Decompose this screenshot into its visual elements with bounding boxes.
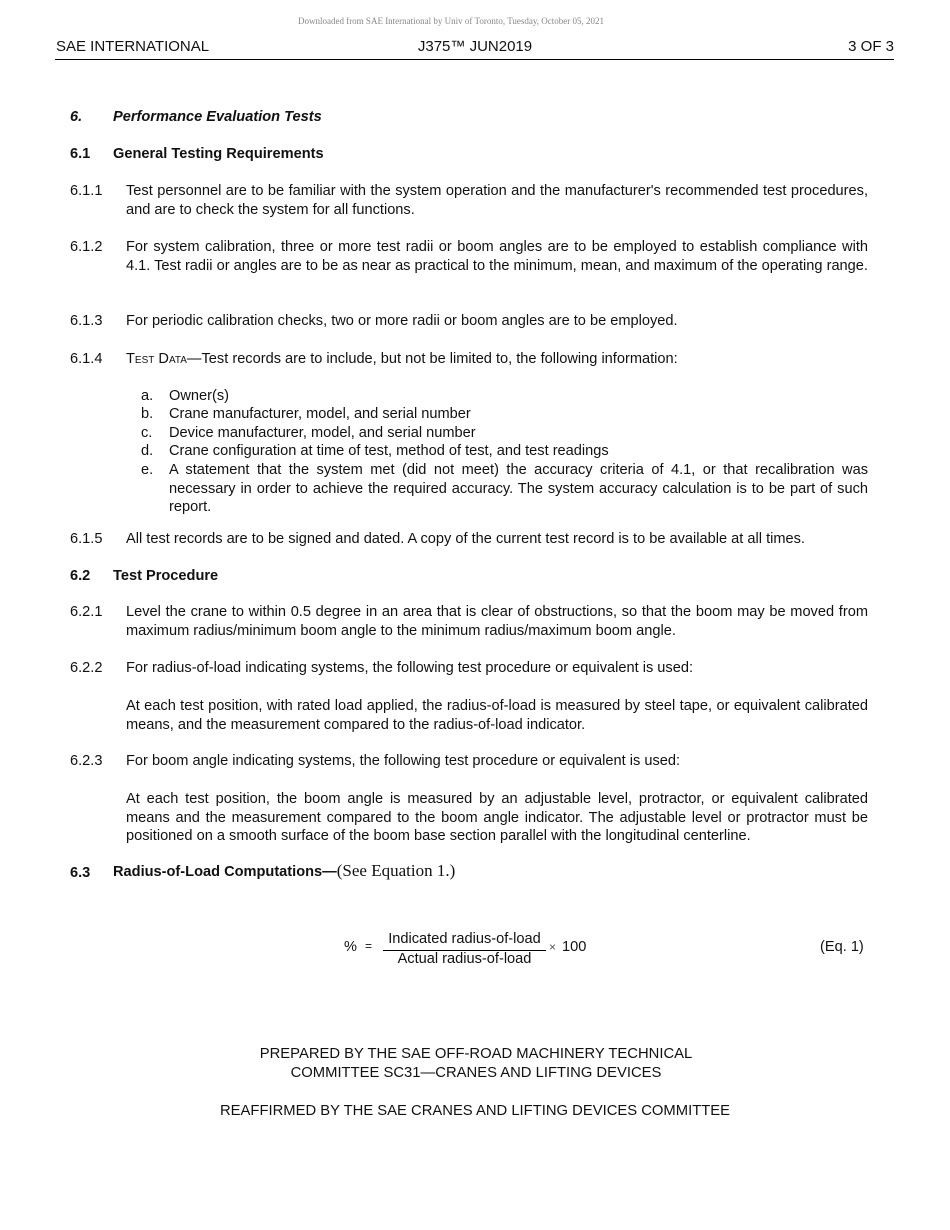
equation-numerator: Indicated radius-of-load [388, 931, 541, 947]
list-item: Owner(s) [169, 388, 229, 404]
clause-6-1-3-text: For periodic calibration checks, two or more radii or boom angles are to be employed. [126, 313, 678, 329]
footer-reaffirmed: REAFFIRMED BY THE SAE CRANES AND LIFTING DEVICES COMMITTEE [219, 1103, 731, 1119]
equation-reference: (See Equation 1.) [336, 861, 456, 880]
section-6-1-title: General Testing Requirements [113, 146, 324, 162]
clause-6-2-1-text: Level the crane to within 0.5 degree in an area that is clear of obstructions, so that the boom may be moved from maximum radius/minimum boom angle to the minimum radius/maximum boom angle. [126, 604, 868, 639]
equation-equals: = [365, 939, 373, 953]
list-item-letter: c. [141, 425, 153, 441]
test-data-label: Test Data [126, 351, 187, 367]
section-6-number: 6. [70, 109, 83, 125]
clause-6-1-1-text: Test personnel are to be familiar with the system operation and the manufacturer's recommended test procedures, and are to check the system for all functions. [126, 183, 868, 218]
clause-6-1-2-text: For system calibration, three or more test radii or boom angles are to be employed to establish compliance with 4.1. Test radii or angles are to be as near as practical to the minimum, mean, and maximum of the operating range. [126, 239, 868, 274]
test-data-text: —Test records are to include, but not be limited to, the following information: [186, 351, 678, 367]
list-item-letter: e. [141, 462, 154, 478]
list-item: Crane configuration at time of test, method of test, and test readings [169, 443, 609, 459]
clause-6-2-3-text: For boom angle indicating systems, the following test procedure or equivalent is used: [126, 753, 681, 769]
section-6-2-title: Test Procedure [113, 568, 219, 584]
clause-6-2-2-number: 6.2.2 [70, 660, 103, 676]
list-item: Device manufacturer, model, and serial number [169, 425, 476, 441]
clause-6-1-5-number: 6.1.5 [70, 531, 103, 547]
header-doc-id: J375™ JUN2019 [417, 38, 533, 55]
multiply-sign: × [549, 940, 557, 954]
clause-6-1-1-number: 6.1.1 [70, 183, 103, 199]
list-item: Crane manufacturer, model, and serial number [169, 406, 471, 422]
clause-6-1-5-text: All test records are to be signed and dated. A copy of the current test record is to be available at all times. [126, 531, 805, 547]
list-item: A statement that the system met (did not meet) the accuracy criteria of 4.1, or that recalibration was necessary in order to achieve the required accuracy. The system accuracy calculation is to be part of such report. [169, 462, 868, 515]
clause-6-2-1-number: 6.2.1 [70, 604, 103, 620]
section-6-1-number: 6.1 [70, 146, 91, 162]
section-6-3-title [113, 862, 455, 882]
list-item-letter: b. [141, 406, 154, 422]
header-rule [55, 59, 894, 60]
section-6-title: Performance Evaluation Tests [113, 109, 322, 125]
clause-6-2-2-text: For radius-of-load indicating systems, the following test procedure or equivalent is used: [126, 660, 694, 676]
download-watermark: Downloaded from SAE International by Univ of Toronto, Tuesday, October 05, 2021 [297, 16, 605, 26]
list-item-letter: d. [141, 443, 154, 459]
equation-label: (Eq. 1) [820, 939, 864, 955]
section-6-2-number: 6.2 [70, 568, 91, 584]
clause-6-2-3-number: 6.2.3 [70, 753, 103, 769]
equation-factor: 100 [562, 939, 587, 955]
clause-6-1-4-number: 6.1.4 [70, 351, 103, 367]
equation-denominator: Actual radius-of-load [397, 951, 532, 967]
clause-6-1-3-number: 6.1.3 [70, 313, 103, 329]
equation-lhs: % [344, 939, 357, 955]
clause-6-2-3-paragraph: At each test position, the boom angle is measured by an adjustable level, protractor, or equivalent calibrated means and the measurement compared to the boom angle indicator. The adjustable level or protractor must be positioned on a smooth surface of the boom base section parallel with the longitudinal centerline. [126, 791, 868, 844]
list-item-letter: a. [141, 388, 154, 404]
section-6-3-number: 6.3 [70, 865, 91, 881]
header-org: SAE INTERNATIONAL [56, 38, 210, 55]
footer-prepared-line-1: PREPARED BY THE SAE OFF-ROAD MACHINERY TECHNICAL [259, 1046, 693, 1062]
clause-6-1-2-number: 6.1.2 [70, 239, 103, 255]
footer-prepared-line-2: COMMITTEE SC31—CRANES AND LIFTING DEVICES [290, 1065, 662, 1081]
clause-6-2-2-paragraph: At each test position, with rated load applied, the radius-of-load is measured by steel tape, or equivalent calibrated means, and the measurement compared to the radius-of-load indicator. [126, 698, 868, 733]
clause-6-1-4-text [126, 350, 868, 369]
header-page-number: 3 OF 3 [848, 38, 894, 55]
section-6-3-title-text: Radius-of-Load Computations— [113, 864, 337, 880]
